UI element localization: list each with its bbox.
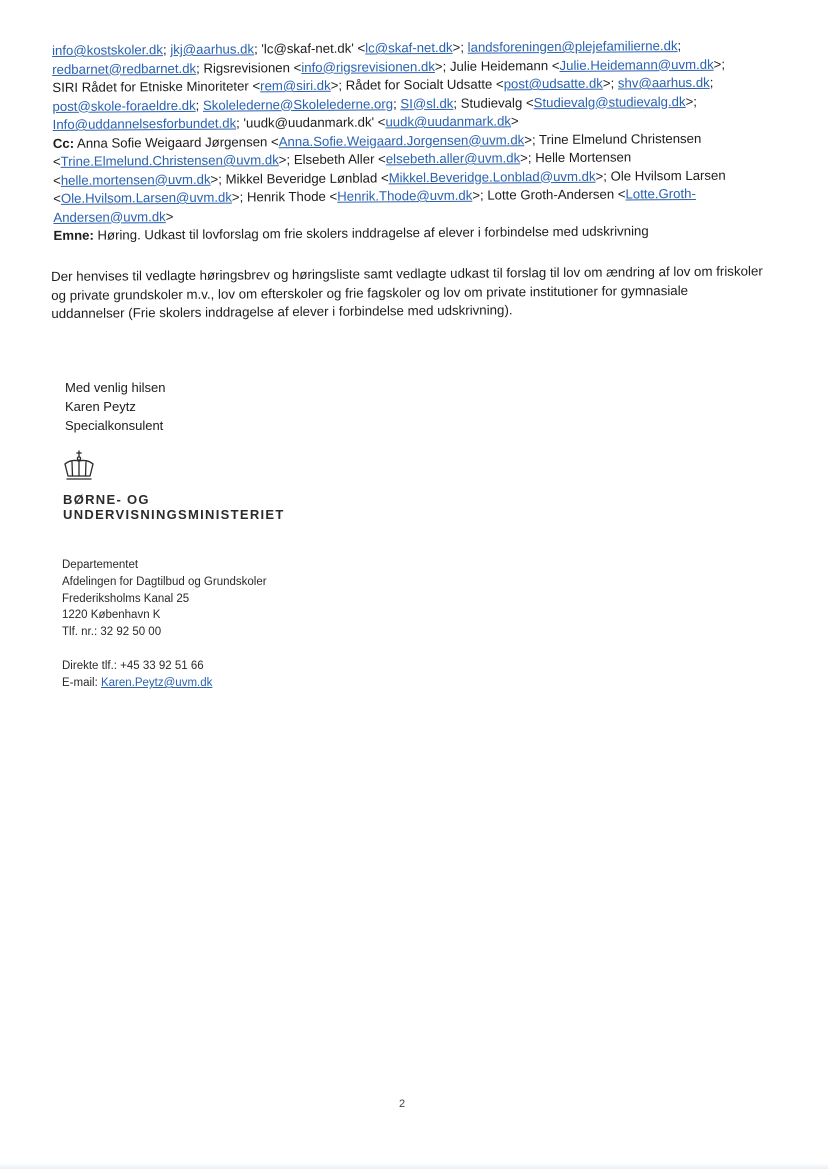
recipient-text: ; Studievalg <	[453, 94, 534, 111]
separator-text: >;	[452, 39, 468, 55]
cc-text: >; Mikkel Beveridge Lønblad <	[210, 169, 389, 187]
email-link[interactable]: Info@uddannelsesforbundet.dk	[52, 115, 237, 132]
email-link[interactable]: jkj@aarhus.dk	[170, 41, 255, 58]
email-link[interactable]: shv@aarhus.dk	[617, 74, 710, 91]
email-link[interactable]: post@udsatte.dk	[503, 75, 603, 92]
cc-text: <	[53, 172, 61, 188]
page-edge	[0, 1163, 828, 1169]
recipient-text: ; Rigsrevisionen <	[196, 59, 302, 76]
email-row	[62, 675, 212, 692]
email-link[interactable]: Henrik.Thode@uvm.dk	[337, 187, 473, 204]
cc-text: >; Elsebeth Aller <	[278, 151, 386, 168]
sender-name: Karen Peytz	[65, 399, 136, 414]
email-link[interactable]: Lotte.Groth-	[625, 185, 696, 202]
crown-logo-icon	[62, 449, 96, 483]
sender-title: Specialkonsulent	[65, 418, 164, 433]
division: Afdelingen for Dagtilbud og Grundskoler	[62, 575, 267, 588]
cc-text: <	[52, 153, 61, 169]
cc-text: <	[53, 190, 61, 206]
cc-text: >; Henrik Thode <	[231, 188, 338, 205]
cc-text: >; Ole Hvilsom Larsen	[595, 167, 726, 184]
direct-phone: Direkte tlf.: +45 33 92 51 66	[62, 660, 204, 672]
cc-text: >; Helle Mortensen	[520, 149, 632, 166]
recipient-text: >; Julie Heidemann <	[434, 57, 560, 74]
email-link[interactable]: Studievalg@studievalg.dk	[533, 93, 686, 110]
email-link[interactable]: Julie.Heidemann@uvm.dk	[559, 56, 714, 73]
email-link[interactable]: SI@sl.dk	[400, 95, 454, 111]
subject-label: Emne:	[53, 227, 94, 243]
cc-text: >	[165, 208, 174, 224]
email-link[interactable]: info@kostskoler.dk	[52, 42, 164, 58]
ministry-wordmark	[63, 492, 285, 522]
ministry-line-1: BØRNE- OG	[63, 492, 150, 507]
recipient-text: ; 'uudk@uudanmark.dk' <	[236, 114, 386, 131]
body-paragraph: Der henvises til vedlagte høringsbrev og høringsliste samt vedlagte udkast til forslag til lov om ændring af lov om friskoler og private grundskoler m.v., lov om efterskoler og frie fagskoler og lov om private institutioner for gymnasiale uddannelser (Frie skolers inddragelse af elever i forbindelse med udskrivning).	[51, 263, 763, 322]
email-link[interactable]: post@skole-foraeldre.dk	[52, 97, 196, 114]
email-label: E-mail:	[62, 677, 101, 689]
main-phone: Tlf. nr.: 32 92 50 00	[62, 626, 162, 639]
cc-text: >; Trine Elmelund Christensen	[524, 130, 702, 147]
recipient-text: >; Rådet for Socialt Udsatte <	[330, 76, 504, 93]
ministry-line-2: UNDERVISNINGSMINISTERIET	[63, 507, 285, 522]
cc-text: Anna Sofie Weigaard Jørgensen <	[73, 133, 279, 151]
email-link[interactable]: Trine.Elmelund.Christensen@uvm.dk	[60, 152, 279, 169]
greeting: Med venlig hilsen	[65, 380, 166, 395]
city: 1220 København K	[62, 609, 161, 622]
email-link[interactable]: helle.mortensen@uvm.dk	[60, 171, 211, 188]
email-link[interactable]: Andersen@uvm.dk	[53, 208, 166, 225]
subject-text: Høring. Udkast til lovforslag om frie skolers inddragelse af elever i forbindelse med udskrivning	[93, 223, 649, 243]
recipient-text: SIRI Rådet for Etniske Minoriteter <	[52, 78, 261, 95]
separator-text: ;	[677, 38, 682, 54]
signoff	[65, 378, 165, 435]
email-link[interactable]: info@rigsrevisionen.dk	[301, 58, 435, 75]
email-link[interactable]: Skolelederne@Skolelederne.org	[202, 95, 394, 113]
recipient-text: ;	[195, 97, 204, 113]
email-link[interactable]: Ole.Hvilsom.Larsen@uvm.dk	[60, 189, 232, 206]
email-link[interactable]: landsforeningen@plejefamilierne.dk	[467, 38, 678, 55]
cc-label: Cc:	[52, 135, 75, 151]
email-link[interactable]: Anna.Sofie.Weigaard.Jorgensen@uvm.dk	[278, 131, 525, 149]
email-link[interactable]: Mikkel.Beveridge.Lonblad@uvm.dk	[388, 168, 596, 185]
separator-text: ;	[162, 42, 171, 58]
email-link[interactable]: redbarnet@redbarnet.dk	[52, 60, 197, 77]
recipient-text: >;	[602, 75, 618, 91]
recipient-text: ;	[392, 95, 401, 111]
contact-block	[62, 658, 212, 692]
contact-email-link[interactable]: Karen.Peytz@uvm.dk	[100, 677, 213, 689]
page-number: 2	[399, 1098, 406, 1110]
email-link[interactable]: rem@siri.dk	[260, 77, 331, 94]
recipient-text: >;	[713, 56, 726, 72]
email-link[interactable]: lc@skaf-net.dk	[365, 39, 453, 56]
recipient-text: ;	[709, 74, 714, 90]
address-block	[62, 557, 267, 641]
email-header	[52, 36, 774, 245]
recipient-text: ; 'lc@skaf-net.dk' <	[253, 40, 366, 57]
department: Departementet	[62, 559, 139, 571]
email-link[interactable]: elsebeth.aller@uvm.dk	[385, 150, 521, 167]
street: Frederiksholms Kanal 25	[62, 592, 190, 605]
recipient-text: >;	[685, 93, 697, 109]
cc-text: >; Lotte Groth-Andersen <	[472, 186, 626, 203]
recipient-text: >	[510, 113, 519, 129]
email-link[interactable]: uudk@uudanmark.dk	[385, 113, 512, 130]
